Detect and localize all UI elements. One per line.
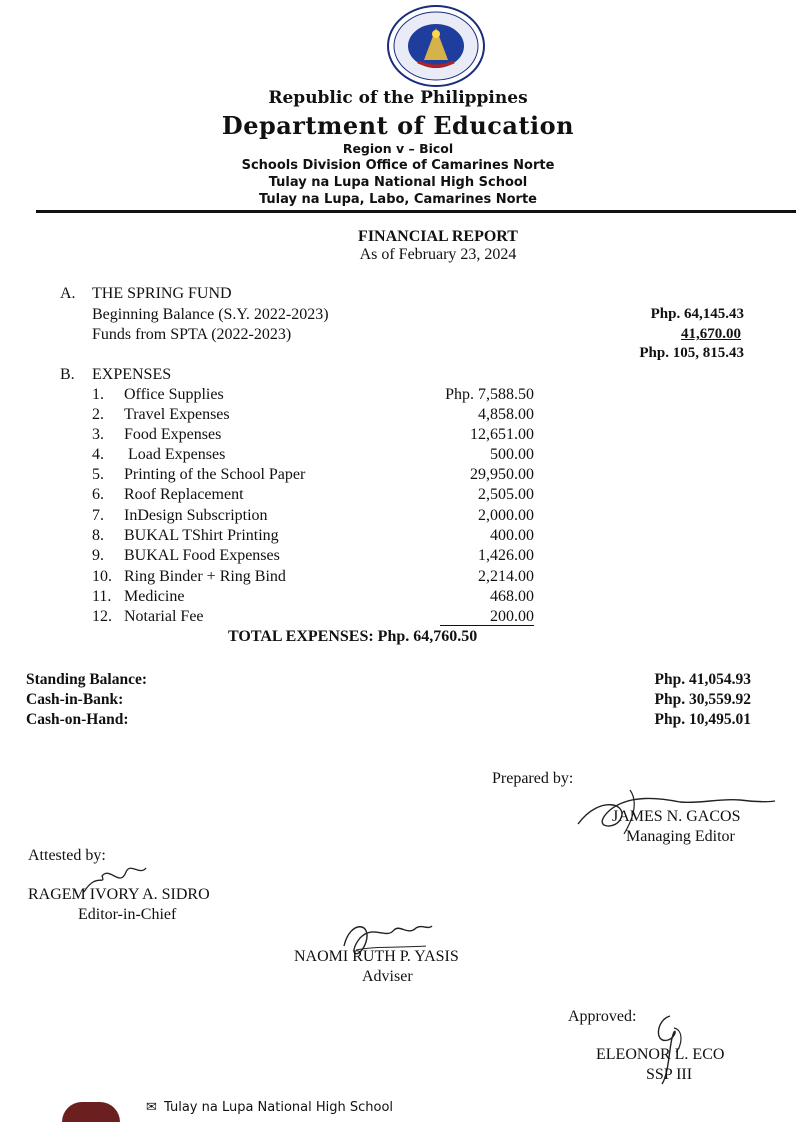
approved-title: SSP III <box>646 1066 693 1083</box>
expense-label: Load Expenses <box>124 446 226 463</box>
republic-line: Republic of the Philippines <box>268 88 528 108</box>
prepared-name: JAMES N. GACOS <box>612 808 741 825</box>
expense-amount: 12,651.00 <box>470 426 534 443</box>
expense-label: BUKAL Food Expenses <box>124 547 280 564</box>
section-b-heading: EXPENSES <box>92 366 172 383</box>
cash-on-hand-value: Php. 10,495.01 <box>654 711 751 728</box>
spta-funds-value: 41,670.00 <box>681 326 741 342</box>
expense-label: Printing of the School Paper <box>124 466 306 483</box>
expense-amount: 500.00 <box>490 446 534 463</box>
expense-amount: Php. 7,588.50 <box>445 386 534 403</box>
expense-amount: 200.00 <box>490 608 534 625</box>
school-line: Tulay na Lupa National High School <box>268 175 528 190</box>
expense-amount: 468.00 <box>490 588 534 605</box>
approved-name: ELEONOR L. ECO <box>596 1046 725 1063</box>
expense-number: 10. <box>92 568 112 585</box>
report-title: FINANCIAL REPORT <box>358 228 518 245</box>
spta-funds-label: Funds from SPTA (2022-2023) <box>92 326 292 343</box>
attested-by-label: Attested by: <box>28 847 106 864</box>
region-line: Region v – Bicol <box>342 141 454 156</box>
expense-number: 2. <box>92 406 104 423</box>
expense-number: 1. <box>92 386 104 403</box>
expense-amount: 2,000.00 <box>478 507 534 524</box>
attested-name: RAGEM IVORY A. SIDRO <box>28 886 210 903</box>
total-expenses: TOTAL EXPENSES: Php. 64,760.50 <box>228 628 478 645</box>
expense-label: Roof Replacement <box>124 486 244 503</box>
envelope-icon: ✉ <box>146 1100 157 1115</box>
department-title: Department of Education <box>221 111 575 140</box>
cash-in-bank-value: Php. 30,559.92 <box>654 691 751 708</box>
expense-amount: 4,858.00 <box>478 406 534 423</box>
expense-number: 11. <box>92 588 112 605</box>
adviser-name: NAOMI RUTH P. YASIS <box>294 948 459 965</box>
standing-balance-label: Standing Balance: <box>26 671 148 688</box>
expense-amount: 2,214.00 <box>478 568 534 585</box>
expense-label: BUKAL TShirt Printing <box>124 527 279 544</box>
expense-number: 7. <box>92 507 104 524</box>
beginning-balance-label: Beginning Balance (S.Y. 2022-2023) <box>92 306 329 323</box>
prepared-title: Managing Editor <box>626 828 735 845</box>
expense-number: 6. <box>92 486 104 503</box>
header-divider <box>36 210 796 213</box>
expense-label: InDesign Subscription <box>124 507 268 524</box>
address-line: Tulay na Lupa, Labo, Camarines Norte <box>258 192 537 207</box>
cash-in-bank-label: Cash-in-Bank: <box>26 691 124 708</box>
expense-amount: 29,950.00 <box>470 466 534 483</box>
section-a-heading: THE SPRING FUND <box>92 285 232 302</box>
expense-label: Food Expenses <box>124 426 222 443</box>
division-line: Schools Division Office of Camarines Norte <box>241 158 555 173</box>
expense-underline <box>440 625 534 626</box>
cash-on-hand-label: Cash-on-Hand: <box>26 711 129 728</box>
expense-label: Medicine <box>124 588 185 605</box>
expense-number: 4. <box>92 446 104 463</box>
prepared-by-label: Prepared by: <box>492 770 574 787</box>
beginning-balance-value: Php. 64,145.43 <box>650 306 744 322</box>
standing-balance-value: Php. 41,054.93 <box>654 671 751 688</box>
report-date: As of February 23, 2024 <box>359 246 517 263</box>
expense-amount: 1,426.00 <box>478 547 534 564</box>
deped-seal <box>384 4 488 88</box>
spring-fund-total: Php. 105, 815.43 <box>639 345 744 361</box>
expense-number: 12. <box>92 608 112 625</box>
attested-title: Editor-in-Chief <box>78 906 177 923</box>
expense-label: Travel Expenses <box>124 406 230 423</box>
section-b-letter: B. <box>60 366 75 383</box>
footer-school: Tulay na Lupa National High School <box>164 1100 394 1115</box>
expense-amount: 400.00 <box>490 527 534 544</box>
expense-number: 8. <box>92 527 104 544</box>
expense-label: Ring Binder + Ring Bind <box>124 568 286 585</box>
expense-amount: 2,505.00 <box>478 486 534 503</box>
section-a-letter: A. <box>60 285 76 302</box>
expense-number: 5. <box>92 466 104 483</box>
expense-number: 3. <box>92 426 104 443</box>
expense-label: Notarial Fee <box>124 608 204 625</box>
expense-label: Office Supplies <box>124 386 224 403</box>
expense-number: 9. <box>92 547 104 564</box>
approved-label: Approved: <box>568 1008 637 1025</box>
adviser-title: Adviser <box>362 968 413 985</box>
school-logo <box>62 1102 120 1122</box>
